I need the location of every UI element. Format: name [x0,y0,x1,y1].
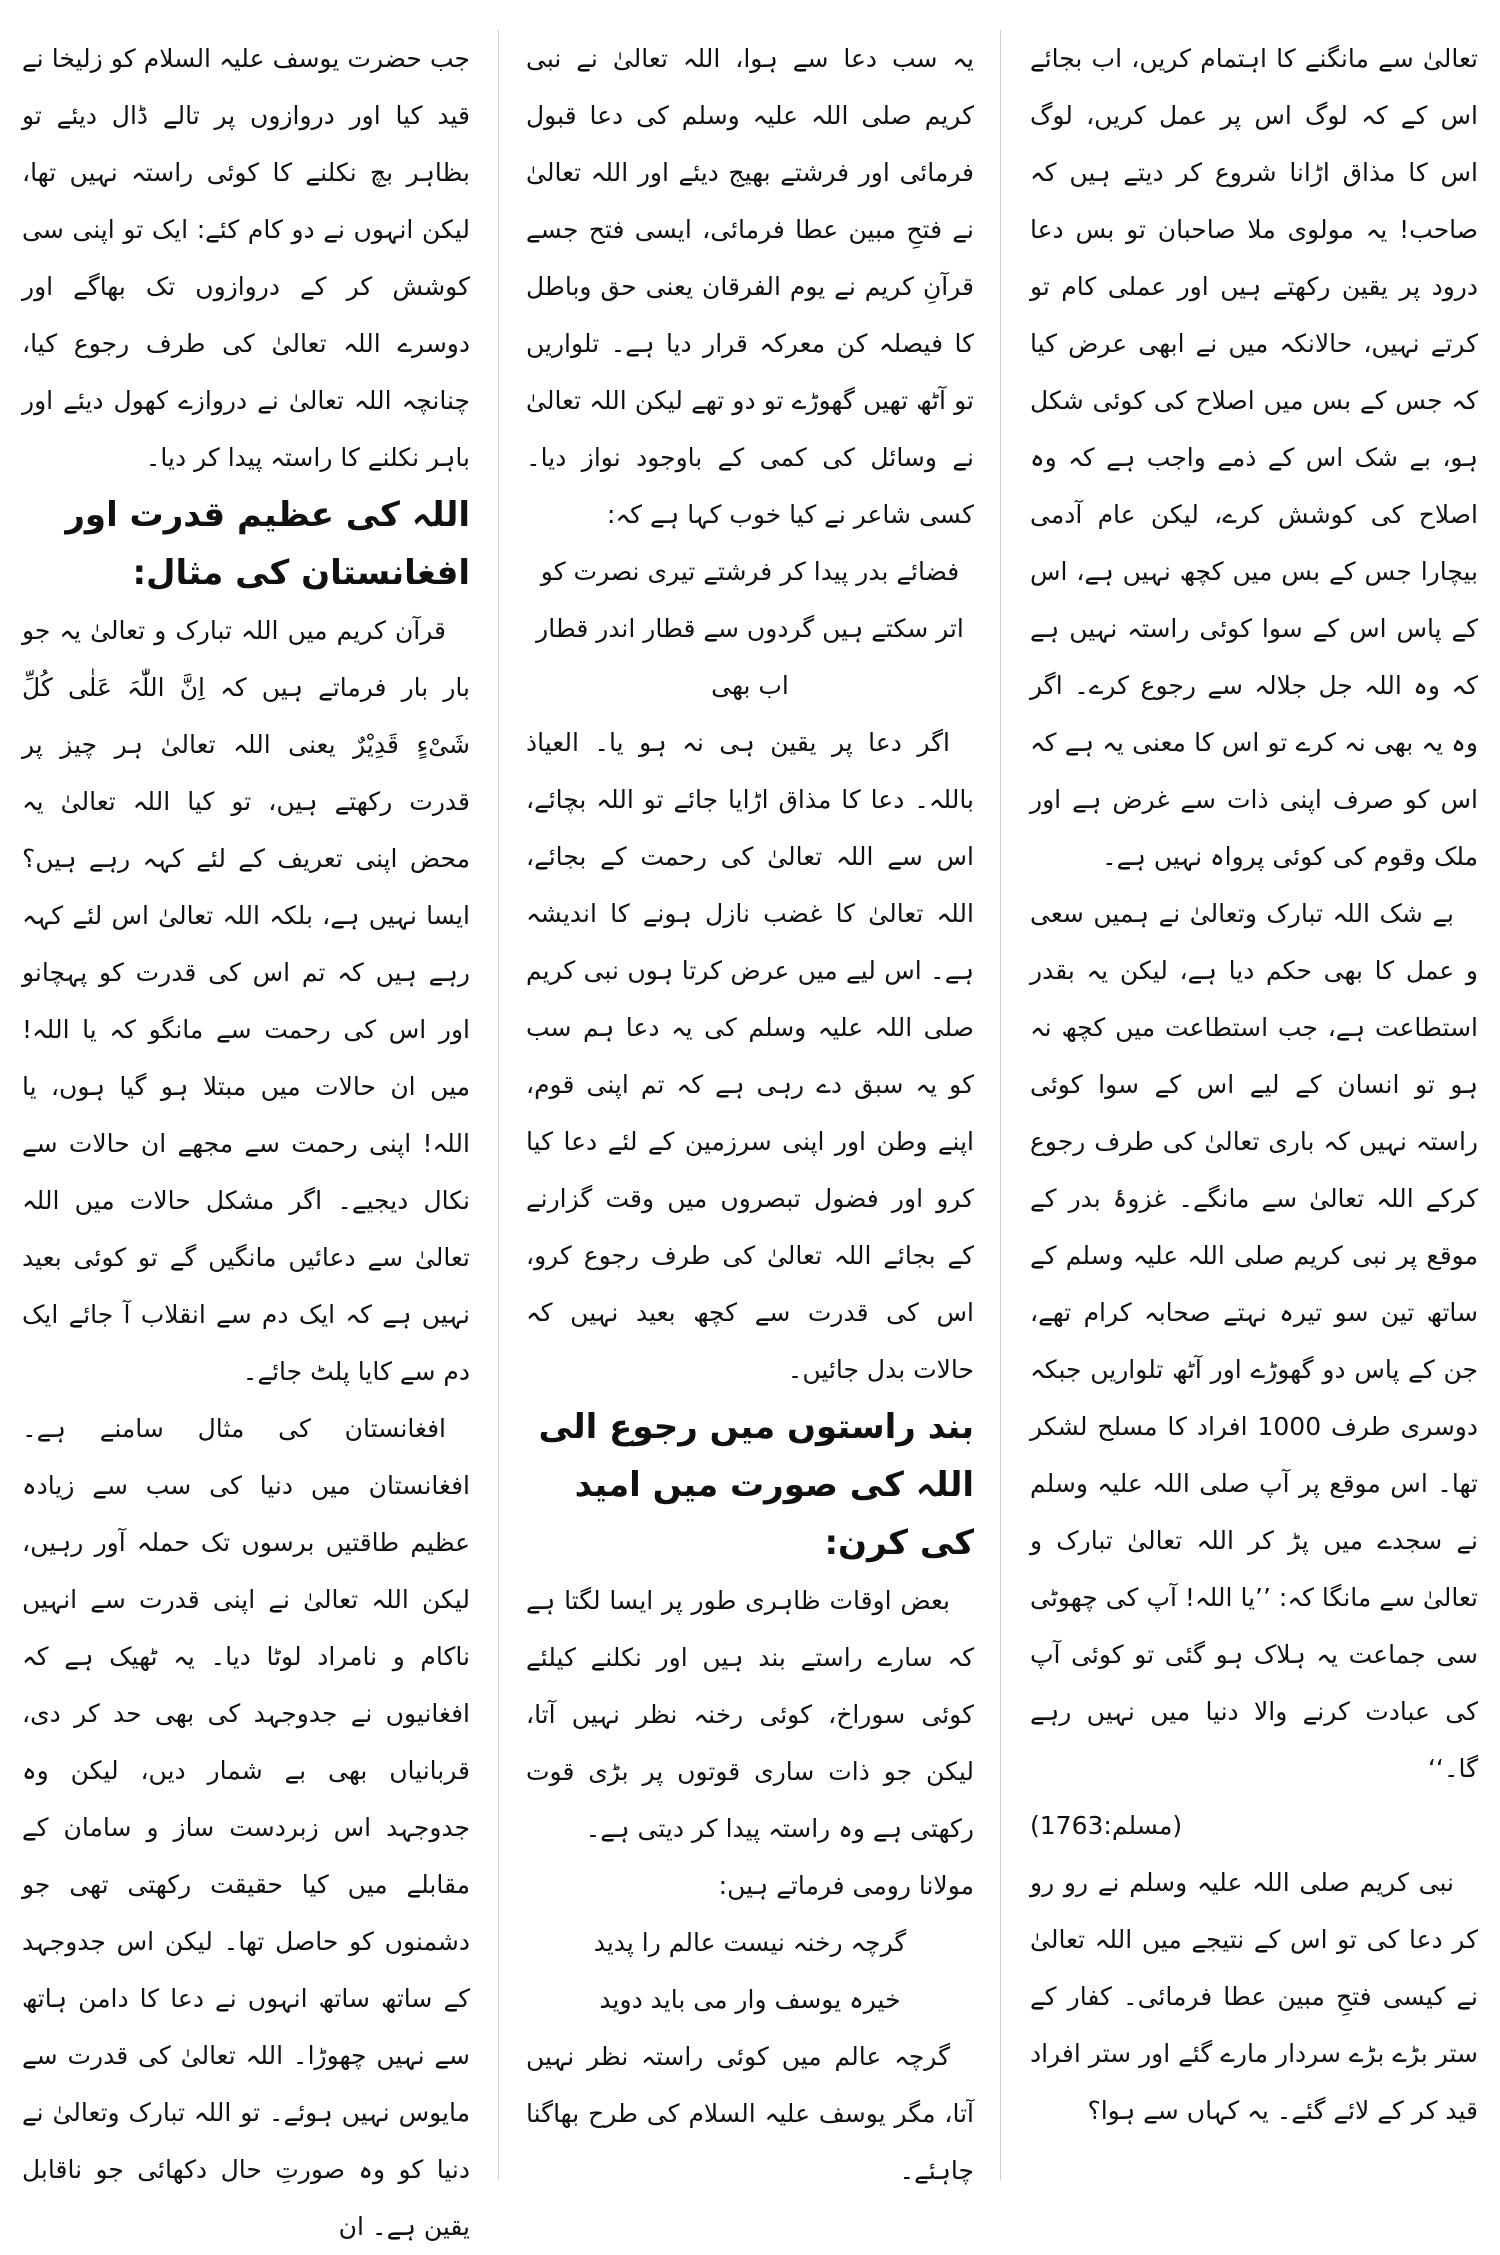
poetry-verse: خیرہ یوسف وار می باید دوید [599,1985,901,2014]
column-right [1030,30,1478,2190]
poetry-verse: گرچہ رخنہ نیست عالم را پدید [593,1928,907,1957]
column-divider [498,30,499,2180]
hadith-reference: (مسلم:1763) [1030,1811,1183,1840]
paragraph: نبی کریم صلی اللہ علیہ وسلم نے رو رو کر دعا کی تو اس کے نتیجے میں اللہ تعالیٰ نے کیسی فتحِ مبین عطا فرمائی۔ کفار کے ستر بڑے بڑے سردار مارے گئے اور ستر افراد قید کر کے لائے گئے۔ یہ کہاں سے ہوا؟ [1030,1868,1478,2125]
column-divider [1000,30,1001,2180]
paragraph: جب حضرت یوسف علیہ السلام کو زلیخا نے قید کیا اور دروازوں پر تالے ڈال دیئے تو بظاہر بچ نکلنے کا کوئی راستہ نہیں تھا، لیکن انہوں نے دو کام کئے: ایک تو اپنی سی کوشش کر کے دروازوں تک بھاگے اور دوسرے اللہ تعالیٰ کی طرف رجوع کیا، چنانچہ اللہ تعالیٰ نے دروازے کھول دیئے اور باہر نکلنے کا راستہ پیدا کر دیا۔ [22,44,470,472]
poetry-verse: اتر سکتے ہیں گردوں سے قطار اندر قطار اب بھی [536,614,964,700]
paragraph: بعض اوقات ظاہری طور پر ایسا لگتا ہے کہ سارے راستے بند ہیں اور نکلنے کیلئے کوئی سوراخ، کوئی رخنہ نظر نہیں آتا، لیکن جو ذات ساری قوتوں پر بڑی قوت رکھتی ہے وہ راستہ پیدا کر دیتی ہے۔ [526,1586,974,1843]
poetry-verse: فضائے بدر پیدا کر فرشتے تیری نصرت کو [540,557,960,586]
paragraph: قرآن کریم میں اللہ تبارک و تعالیٰ یہ جو بار بار فرماتے ہیں کہ اِنَّ اللّٰہَ عَلٰی کُلِّ شَیْءٍ قَدِیْرٌ یعنی اللہ تعالیٰ ہر چیز پر قدرت رکھتے ہیں، تو کیا اللہ تعالیٰ یہ محض اپنی تعریف کے لئے کہہ رہے ہیں؟ ایسا نہیں ہے، بلکہ اللہ تعالیٰ اس لئے کہہ رہے ہیں کہ تم اس کی قدرت کو پہچانو اور اس کی رحمت سے مانگو کہ یا اللہ! میں ان حالات میں مبتلا ہو گیا ہوں، یا اللہ! اپنی رحمت سے مجھے ان حالات سے نکال دیجیے۔ اگر مشکل حالات میں اللہ تعالیٰ سے دعائیں مانگیں گے تو کوئی بعید نہیں ہے کہ ایک دم سے انقلاب آ جائے ایک دم سے کایا پلٹ جائے۔ [22,616,470,1386]
section-heading: بند راستوں میں رجوع الی اللہ کی صورت میں امید کی کرن: [538,1407,974,1563]
paragraph: افغانستان کی مثال سامنے ہے۔ افغانستان میں دنیا کی سب سے زیادہ عظیم طاقتیں برسوں تک حملہ آور رہیں، لیکن اللہ تعالیٰ نے اپنی قدرت سے انہیں ناکام و نامراد لوٹا دیا۔ یہ ٹھیک ہے کہ افغانیوں نے جدوجہد کی بھی حد کر دی، قربانیاں بھی بے شمار دیں، لیکن وہ جدوجہد اس زبردست ساز و سامان کے مقابلے میں کیا حقیقت رکھتی تھی جو دشمنوں کو حاصل تھا۔ لیکن اس جدوجہد کے ساتھ ساتھ انہوں نے دعا کا دامن ہاتھ سے نہیں چھوڑا۔ اللہ تعالیٰ کی قدرت سے مایوس نہیں ہوئے۔ تو اللہ تبارک وتعالیٰ نے دنیا کو وہ صورتِ حال دکھائی جو ناقابل یقین ہے۔ ان [22,1414,470,2241]
column-middle [526,30,974,2190]
paragraph: تعالیٰ سے مانگنے کا اہتمام کریں، اب بجائے اس کے کہ لوگ اس پر عمل کریں، لوگ اس کا مذاق اڑانا شروع کر دیتے ہیں کہ صاحب! یہ مولوی ملا صاحبان تو بس دعا درود پر یقین رکھتے ہیں اور عملی کام تو کرتے نہیں، حالانکہ میں نے ابھی عرض کیا کہ جس کے بس میں اصلاح کی کوئی شکل ہو، بے شک اس کے ذمے واجب ہے کہ وہ اصلاح کی کوشش کرے، لیکن عام آدمی بیچارا جس کے بس میں کچھ نہیں ہے، اس کے پاس اس کے سوا کوئی راستہ نہیں ہے کہ وہ اللہ جل جلالہ سے رجوع کرے۔ اگر وہ یہ بھی نہ کرے تو اس کا معنی یہ ہے کہ اس کو صرف اپنی ذات سے غرض ہے اور ملک وقوم کی کوئی پرواہ نہیں ہے۔ [1030,44,1478,871]
column-left [22,30,470,2241]
section-heading: اللہ کی عظیم قدرت اور افغانستان کی مثال: [65,495,470,593]
paragraph: گرچہ عالم میں کوئی راستہ نظر نہیں آتا، مگر یوسف علیہ السلام کی طرح بھاگنا چاہئے۔ [526,2042,974,2185]
paragraph: بے شک اللہ تبارک وتعالیٰ نے ہمیں سعی و عمل کا بھی حکم دیا ہے، لیکن یہ بقدر استطاعت ہے، جب استطاعت میں کچھ نہ ہو تو انسان کے لیے اس کے سوا کوئی راستہ نہیں کہ باری تعالیٰ کی طرف رجوع کرکے اللہ تعالیٰ سے مانگے۔ غزوۂ بدر کے موقع پر نبی کریم صلی اللہ علیہ وسلم کے ساتھ تین سو تیرہ نہتے صحابہ کرام تھے، جن کے پاس دو گھوڑے اور آٹھ تلواریں جبکہ دوسری طرف 1000 افراد کا مسلح لشکر تھا۔ اس موقع پر آپ صلی اللہ علیہ وسلم نے سجدے میں پڑ کر اللہ تعالیٰ تبارک و تعالیٰ سے مانگا کہ: ’’یا اللہ! آپ کی چھوٹی سی جماعت یہ ہلاک ہو گئی تو کوئی آپ کی عبادت کرنے والا دنیا میں نہیں رہے گا۔‘‘ [1030,899,1479,1783]
paragraph: مولانا رومی فرماتے ہیں: [718,1871,974,1900]
paragraph: یہ سب دعا سے ہوا، اللہ تعالیٰ نے نبی کریم صلی اللہ علیہ وسلم کی دعا قبول فرمائی اور فرشتے بھیج دیئے اور اللہ تعالیٰ نے فتحِ مبین عطا فرمائی، ایسی فتح جسے قرآنِ کریم نے یوم الفرقان یعنی حق وباطل کا فیصلہ کن معرکہ قرار دیا ہے۔ تلواریں تو آٹھ تھیں گھوڑے تو دو تھے لیکن اللہ تعالیٰ نے وسائل کی کمی کے باوجود نواز دیا۔ کسی شاعر نے کیا خوب کہا ہے کہ: [526,44,974,529]
paragraph: اگر دعا پر یقین ہی نہ ہو یا۔ العیاذ باللہ۔ دعا کا مذاق اڑایا جائے تو اللہ بچائے، اس سے اللہ تعالیٰ کی رحمت کے بجائے، اللہ تعالیٰ کا غضب نازل ہونے کا اندیشہ ہے۔ اس لیے میں عرض کرتا ہوں نبی کریم صلی اللہ علیہ وسلم کی یہ دعا ہم سب کو یہ سبق دے رہی ہے کہ تم اپنی قوم، اپنے وطن اور اپنی سرزمین کے لئے دعا کیا کرو اور فضول تبصروں میں وقت گزارنے کے بجائے اللہ تعالیٰ کی طرف رجوع کرو، اس کی قدرت سے کچھ بعید نہیں کہ حالات بدل جائیں۔ [526,728,974,1384]
